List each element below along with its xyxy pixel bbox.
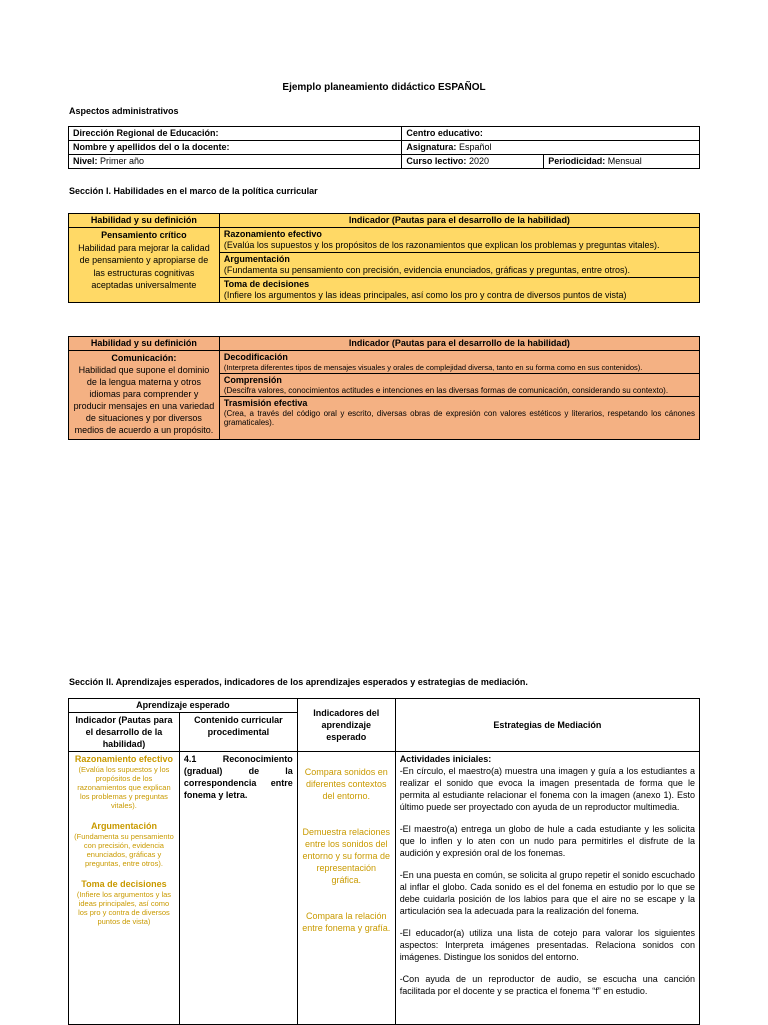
- learning-table: [68, 698, 700, 1025]
- header-estrategias: Estrategias de Mediación: [395, 699, 699, 752]
- indicator-desc: (Infiere los argumentos y las ideas principales, así como los pro y contra de diversos puntos de vista): [223, 290, 627, 300]
- nivel-label: Nivel:: [73, 156, 98, 166]
- header-indicador: Indicador (Pautas para el desarrollo de la habilidad): [69, 713, 180, 752]
- skill-definition: Habilidad que supone el dominio de la lengua materna y otros idiomas para comprender y producir mensajes en una variedad de situaciones y por diversos medios de acuerdo a un propósito.: [73, 365, 215, 435]
- strategy-item: -El educador(a) utiliza una lista de cotejo para valorar los siguientes aspectos: Interpreta imágenes presentadas. Relaciona sonidos con imágenes. Distingue los sonidos del entorno.: [399, 928, 695, 962]
- curso-label: Curso lectivo:: [406, 156, 467, 166]
- indicator-name: Argumentación: [90, 821, 157, 831]
- indicator-desc: (Evalúa los supuestos y los propósitos de los razonamientos que explican los problemas y preguntas vitales).: [77, 765, 171, 810]
- skill-name: Comunicación:: [111, 353, 177, 363]
- indicator-desc: (Fundamenta su pensamiento con precisión, evidencia enunciados, gráficas y preguntas, entre otros).: [74, 832, 174, 868]
- indicator-name: Decodificación: [223, 352, 288, 362]
- indicator-desc: (Fundamenta su pensamiento con precisión, evidencia enunciados, gráficas y preguntas, entre otros).: [223, 265, 631, 275]
- strategy-item: -En círculo, el maestro(a) muestra una imagen y guía a los estudiantes a realizar el sonido que evoca la imagen presentada de forma que le permita al estudiante relacionar el fonema con la imagen (anexo 1). Esto último puede ser proyectado con ayuda de un reproductor multimedia.: [399, 766, 695, 812]
- estrategias-cell: [395, 752, 699, 1025]
- skills-table-critical: [68, 213, 700, 303]
- indicator-name: Razonamiento efectivo: [74, 754, 173, 764]
- indicator-name: Razonamiento efectivo: [223, 229, 322, 239]
- nivel-cell: [69, 155, 402, 169]
- strategy-item: -Con ayuda de un reproductor de audio, se escucha una canción facilitada por el docente y se practica el fonema “f” en estudio.: [399, 974, 695, 996]
- indicator-desc: (Evalúa los supuestos y los propósitos de los razonamientos que explican los problemas y preguntas vitales).: [223, 240, 660, 250]
- indicadores-aprendizaje-cell: [297, 752, 395, 1025]
- indicator-name: Toma de decisiones: [81, 879, 167, 889]
- indicator-name: Toma de decisiones: [223, 279, 310, 289]
- centro-cell: [402, 127, 700, 141]
- header-aprendizaje: Aprendizaje esperado: [69, 699, 298, 713]
- strategy-item: -En una puesta en común, se solicita al grupo repetir el sonido escuchado al inflar el globo. Cada sonido es el del fonema en estudio por lo que se debe cuidarla posición de los labios para que el aire no se escape y la articulación sea la adecuada para la realización del fonema.: [399, 870, 695, 916]
- centro-label: Centro educativo:: [406, 128, 483, 138]
- indicator-cell: [219, 351, 699, 374]
- learning-indicator: Compara la relación entre fonema y grafía.: [302, 911, 391, 933]
- indicator-cell: [219, 253, 699, 278]
- skills-table-header-indicator: Indicador (Pautas para el desarrollo de la habilidad): [219, 337, 699, 351]
- indicator-desc: (Crea, a través del código oral y escrito, diversas obras de expresión con valores estéticos y literarios, respetando los cánones gramaticales).: [223, 409, 695, 427]
- skills-table-header-skill: Habilidad y su definición: [69, 214, 220, 228]
- indicator-cell: [219, 278, 699, 303]
- nombre-label: Nombre y apellidos del o la docente:: [73, 142, 230, 152]
- direccion-cell: [69, 127, 402, 141]
- strategy-item: -El maestro(a) entrega un globo de hule a cada estudiante y les solicita que lo inflen y lo aten con un nudo para permitirles el disfrute de la audición y expresión oral de los fonemas.: [399, 824, 695, 858]
- periodicidad-value: Mensual: [607, 156, 642, 166]
- skill-name: Pensamiento crítico: [101, 230, 187, 240]
- section1-heading: Sección I. Habilidades en el marco de la política curricular: [69, 186, 318, 196]
- skill-definition: Habilidad para mejorar la calidad de pensamiento y apropiarse de las estructuras cognitivas aceptadas universalmente: [78, 242, 210, 290]
- skills-table-communication: [68, 336, 700, 440]
- document-title: Ejemplo planeamiento didáctico ESPAÑOL: [282, 82, 486, 93]
- periodicidad-cell: [544, 155, 700, 169]
- direccion-label: Dirección Regional de Educación:: [73, 128, 219, 138]
- section2-heading: Sección II. Aprendizajes esperados, indicadores de los aprendizajes esperados y estrategias de mediación.: [69, 677, 528, 687]
- estrategias-title: Actividades iniciales:: [399, 754, 492, 764]
- curso-value: 2020: [468, 156, 489, 166]
- nombre-cell: [69, 141, 402, 155]
- learning-indicator: Demuestra relaciones entre los sonidos del entorno y su forma de representación gráfica.: [302, 827, 391, 885]
- skill-definition-cell: [69, 228, 220, 303]
- indicator-name: Trasmisión efectiva: [223, 398, 308, 408]
- contenido-cell: 4.1 Reconocimiento (gradual) de la correspondencia entre fonema y letra.: [179, 752, 297, 1025]
- indicator-desc: (Interpreta diferentes tipos de mensajes visuales y orales de complejidad diversa, tanto en su forma como en sus contenidos).: [223, 363, 643, 372]
- admin-table: [68, 126, 700, 169]
- header-indicadores-aprendizaje: Indicadores del aprendizaje esperado: [297, 699, 395, 752]
- indicators-cell: [69, 752, 180, 1025]
- asignatura-value: Español: [458, 142, 492, 152]
- header-contenido: Contenido curricular procedimental: [179, 713, 297, 752]
- indicator-name: Comprensión: [223, 375, 282, 385]
- skills-table-header-indicator: Indicador (Pautas para el desarrollo de la habilidad): [219, 214, 699, 228]
- nivel-value: Primer año: [100, 156, 145, 166]
- indicator-cell: [219, 228, 699, 253]
- periodicidad-label: Periodicidad:: [548, 156, 606, 166]
- skill-definition-cell: [69, 351, 220, 440]
- indicator-desc: (Descifra valores, conocimientos actitudes e intenciones en las diversas formas de comunicación, considerando su contexto).: [223, 386, 669, 395]
- curso-cell: [402, 155, 544, 169]
- indicator-name: Argumentación: [223, 254, 290, 264]
- indicator-desc: (Infiere los argumentos y las ideas principales, así como los pro y contra de diversos puntos de vista): [76, 890, 172, 926]
- skills-table-header-skill: Habilidad y su definición: [69, 337, 220, 351]
- indicator-cell: [219, 397, 699, 440]
- admin-heading: Aspectos administrativos: [69, 106, 179, 116]
- asignatura-cell: [402, 141, 700, 155]
- indicator-cell: [219, 374, 699, 397]
- learning-indicator: Compara sonidos en diferentes contextos del entorno.: [304, 767, 388, 801]
- asignatura-label: Asignatura:: [406, 142, 457, 152]
